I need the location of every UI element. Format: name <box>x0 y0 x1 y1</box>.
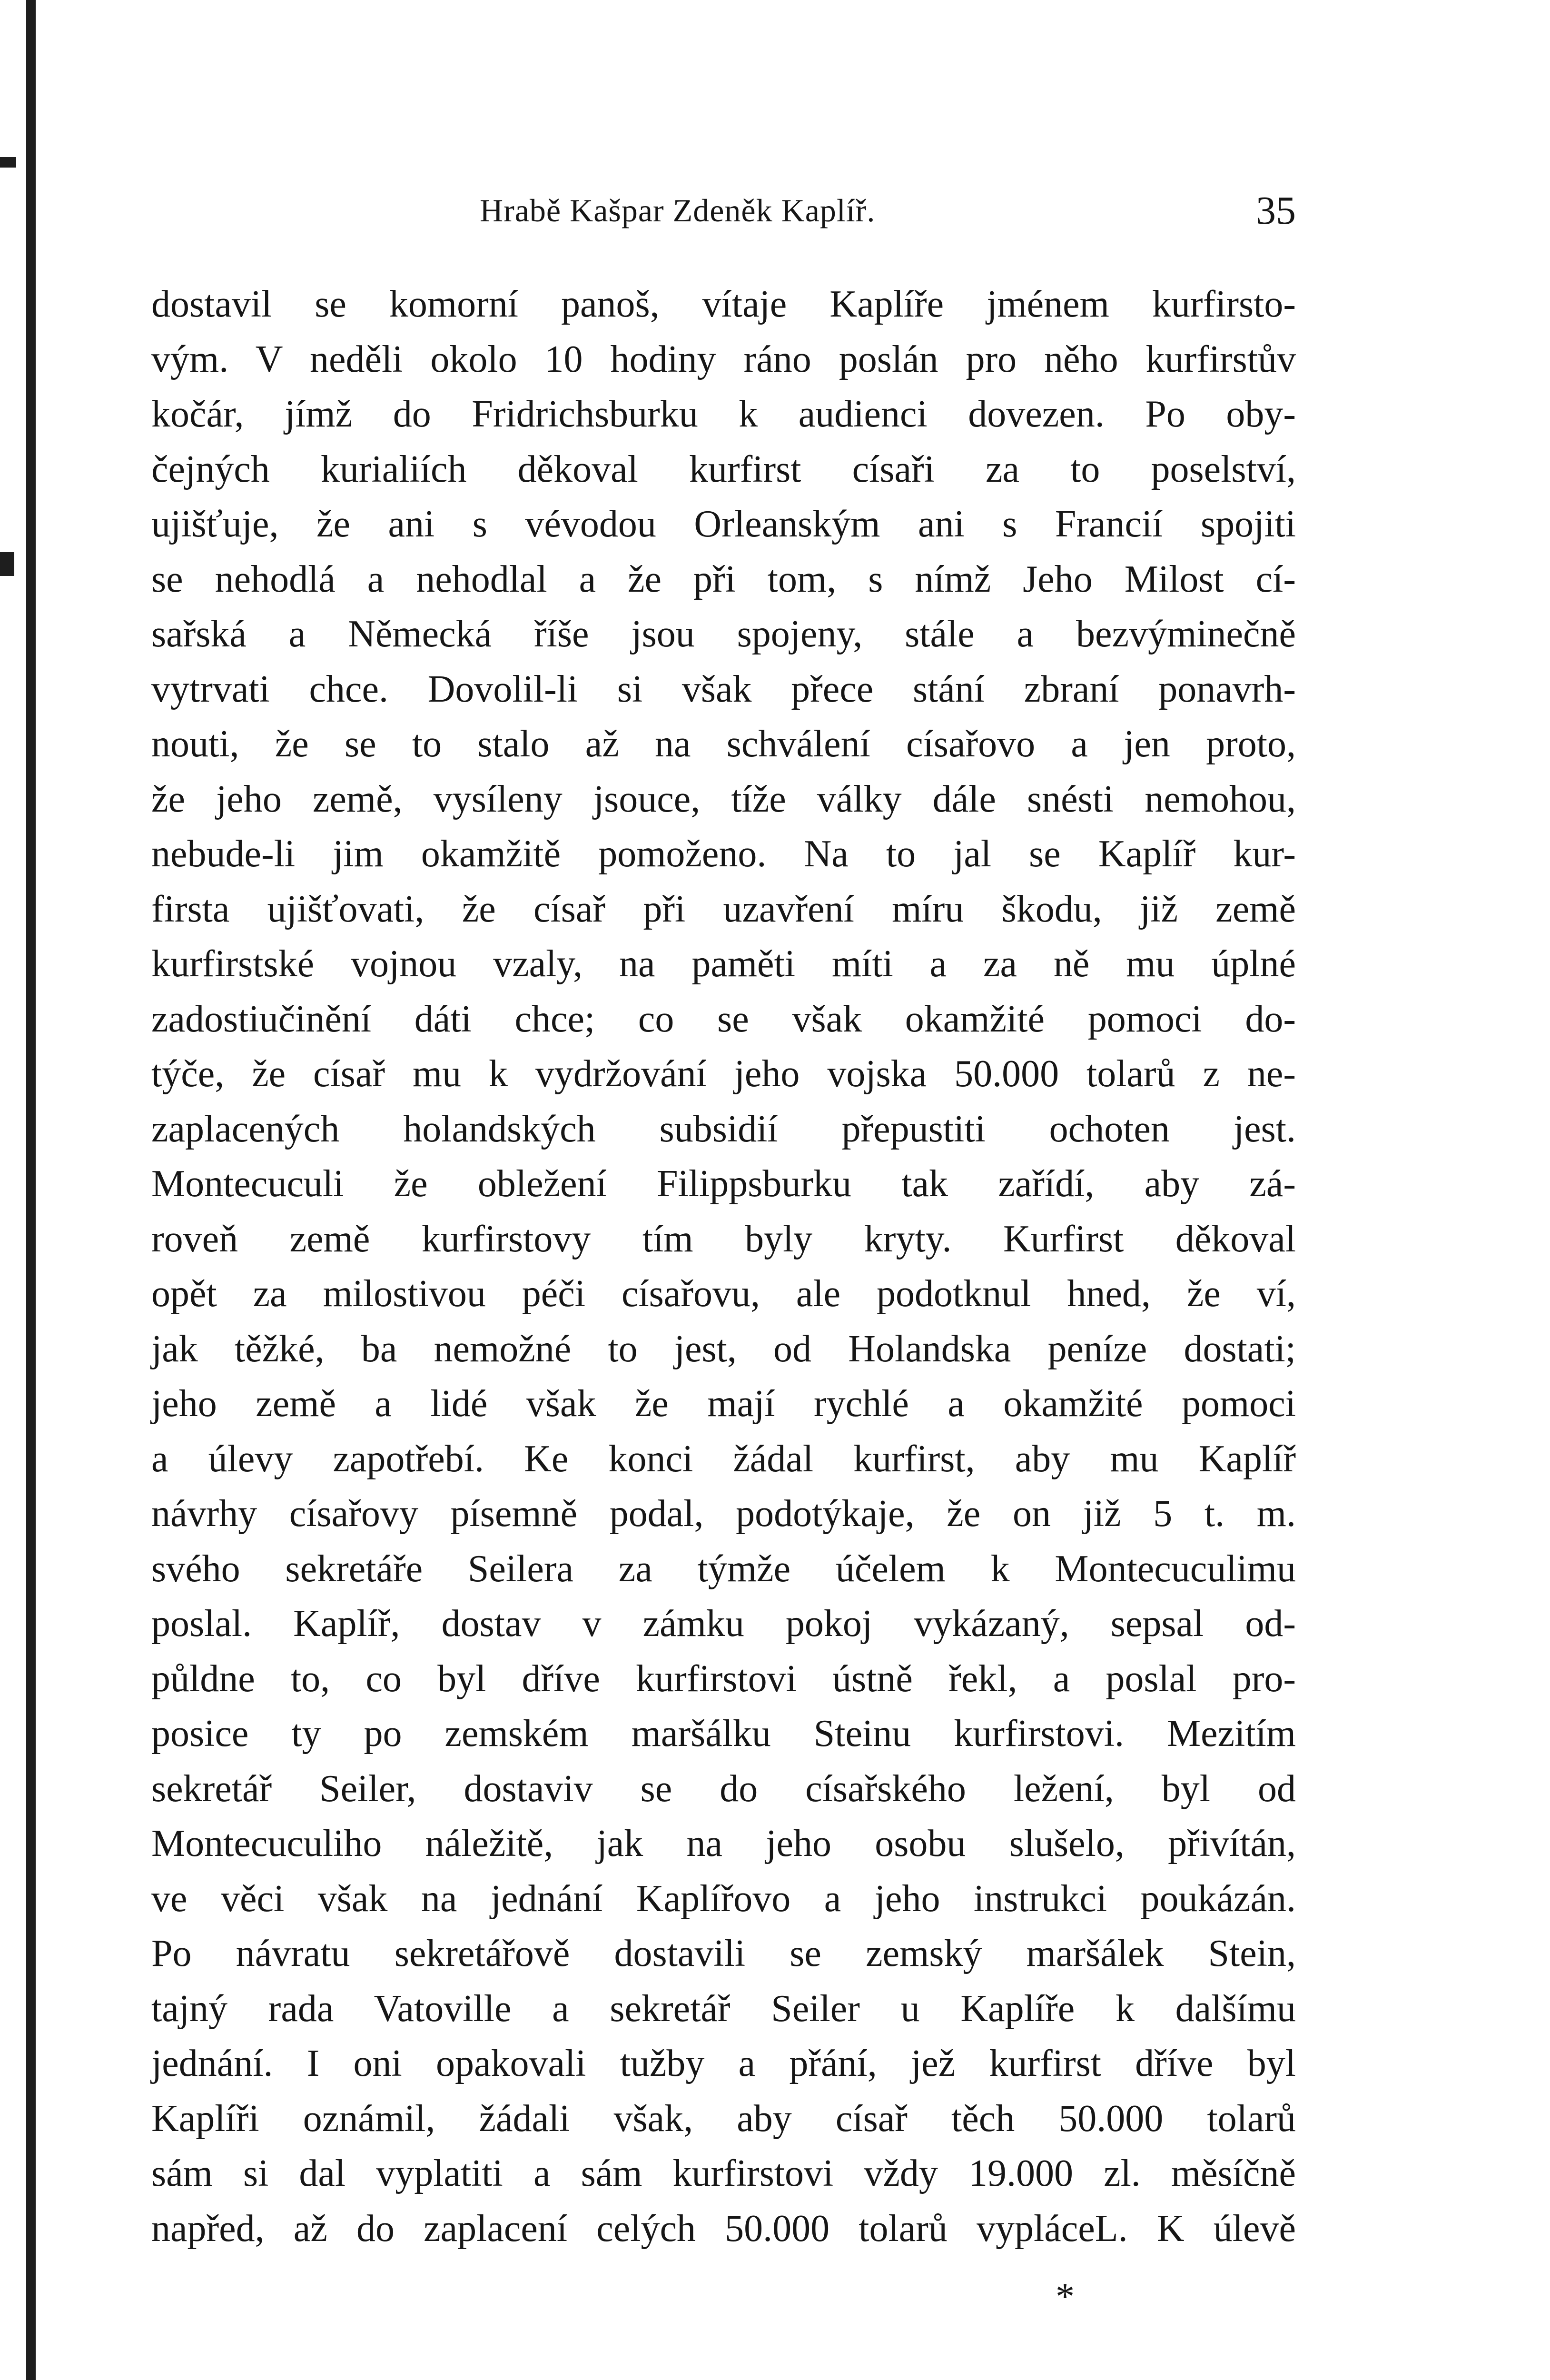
text-line: Kaplíři oznámil, žádali však, aby císař těch 50.000 tolarů <box>151 2097 1296 2140</box>
text-line: roveň země kurfirstovy tím byly kryty. Kurfirst děkoval <box>151 1218 1296 1260</box>
text-line: Po návratu sekretářově dostavili se zemský maršálek Stein, <box>151 1933 1296 1974</box>
text-line: jak těžké, ba nemožné to jest, od Holandska peníze dostati; <box>151 1328 1296 1370</box>
text-line: jeho země a lidé však že mají rychlé a okamžité pomoci <box>151 1383 1296 1425</box>
text-line: opět za milostivou péči císařovu, ale podotknul hned, že ví, <box>151 1273 1296 1315</box>
body-text <box>151 277 1296 2256</box>
text-line: Montecuculiho náležitě, jak na jeho osobu slušelo, přivítán, <box>151 1823 1296 1864</box>
text-line: svého sekretáře Seilera za týmže účelem k Montecuculimu <box>151 1547 1296 1590</box>
text-line: návrhy císařovy písemně podal, podotýkaje, že on již 5 t. m. <box>151 1493 1296 1535</box>
text-line: tajný rada Vatoville a sekretář Seiler u Kaplíře k dalšímu <box>151 1987 1296 2030</box>
text-line: posice ty po zemském maršálku Steinu kurfirstovi. Mezitím <box>151 1713 1296 1755</box>
text-line: se nehodlá a nehodlal a že při tom, s nímž Jeho Milost cí- <box>151 558 1296 600</box>
page-header <box>151 186 1296 238</box>
signature-mark: * <box>1056 2276 1075 2318</box>
text-line: ujišťuje, že ani s vévodou Orleanským ani s Francií spojiti <box>151 503 1296 545</box>
text-line: dostavil se komorní panoš, vítaje Kaplíře jménem kurfirsto- <box>151 283 1296 325</box>
text-line: kočár, jímž do Fridrichsburku k audienci dovezen. Po oby- <box>151 393 1296 435</box>
text-line: sám si dal vyplatiti a sám kurfirstovi vždy 19.000 zl. měsíčně <box>151 2152 1296 2194</box>
text-line: firsta ujišťovati, že císař při uzavření míru škodu, již země <box>151 888 1296 930</box>
text-line: vým. V neděli okolo 10 hodiny ráno poslán pro něho kurfirstův <box>151 338 1296 380</box>
text-line: vytrvati chce. Dovolil-li si však přece stání zbraní ponavrh- <box>151 668 1296 710</box>
text-line: sařská a Německá říše jsou spojeny, stále a bezvýminečně <box>151 613 1296 655</box>
text-line: jednání. I oni opakovali tužby a přání, jež kurfirst dříve byl <box>151 2043 1296 2084</box>
page-binding-edge <box>26 0 36 2380</box>
running-title: Hrabě Kašpar Zdeněk Kaplíř. <box>480 192 876 228</box>
text-line: že jeho země, vysíleny jsouce, tíže války dále snésti nemohou, <box>151 778 1296 820</box>
margin-mark <box>0 552 14 576</box>
text-line: zadostiučinění dáti chce; co se však okamžité pomoci do- <box>151 998 1296 1040</box>
text-line: ve věci však na jednání Kaplířovo a jeho instrukci poukázán. <box>151 1877 1296 1920</box>
text-line: poslal. Kaplíř, dostav v zámku pokoj vykázaný, sepsal od- <box>151 1603 1296 1645</box>
text-line: kurfirstské vojnou vzaly, na paměti míti a za ně mu úplné <box>151 943 1296 985</box>
text-line: zaplacených holandských subsidií přepustiti ochoten jest. <box>151 1108 1296 1150</box>
text-line: půldne to, co byl dříve kurfirstovi ústně řekl, a poslal pro- <box>151 1657 1296 1700</box>
text-line: sekretář Seiler, dostaviv se do císařského ležení, byl od <box>151 1767 1296 1810</box>
text-line: čejných kurialiích děkoval kurfirst císaři za to poselství, <box>151 448 1296 490</box>
page-number: 35 <box>1256 188 1296 233</box>
text-line: Montecuculi že obležení Filippsburku tak zařídí, aby zá- <box>151 1163 1296 1205</box>
text-line: napřed, až do zaplacení celých 50.000 tolarů vypláceL. K úlevě <box>151 2207 1296 2250</box>
text-line: nouti, že se to stalo až na schválení císařovo a jen proto, <box>151 723 1296 765</box>
margin-mark <box>0 157 16 168</box>
text-line: nebude-li jim okamžitě pomoženo. Na to jal se Kaplíř kur- <box>151 833 1296 875</box>
text-line: a úlevy zapotřebí. Ke konci žádal kurfirst, aby mu Kaplíř <box>151 1438 1296 1480</box>
text-line: týče, že císař mu k vydržování jeho vojska 50.000 tolarů z ne- <box>151 1053 1296 1095</box>
